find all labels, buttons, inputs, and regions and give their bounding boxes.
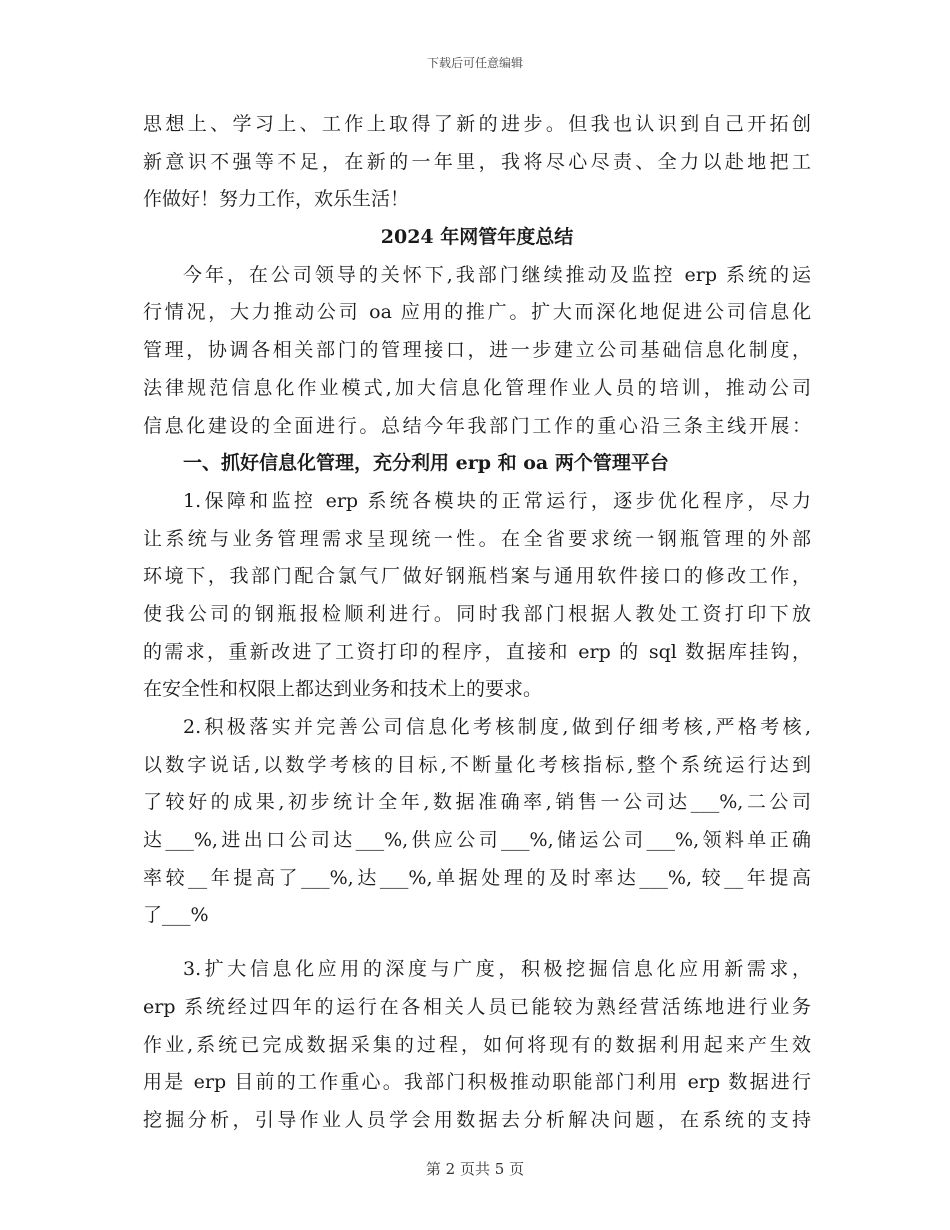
item2-line: 率较__年提高了___%,达___%,单据处理的及时率达___%, 较__年提高 — [143, 866, 811, 889]
section-heading: 一、抓好信息化管理，充分利用 erp 和 oa 两个管理平台 — [183, 452, 669, 475]
page-footer: 第 2 页共 5 页 — [425, 1160, 525, 1178]
item3-line: erp 系统经过四年的运行在各相关人员已能较为熟经营活练地进行业务 — [143, 995, 811, 1018]
paragraph-line: 信息化建设的全面进行。总结今年我部门工作的重心沿三条主线开展： — [143, 414, 811, 437]
paragraph-gap — [143, 935, 811, 951]
item1-line: 让系统与业务管理需求呈现统一性。在全省要求统一钢瓶管理的外部 — [143, 527, 811, 550]
item3-line: 3.扩大信息化应用的深度与广度，积极挖掘信息化应用新需求， — [183, 958, 811, 981]
paragraph-line: 管理，协调各相关部门的管理接口，进一步建立公司基础信息化制度， — [143, 339, 811, 362]
document-title: 2024 年网管年度总结 — [380, 226, 574, 249]
item3-line: 用是 erp 目前的工作重心。我部门积极推动职能部门利用 erp 数据进行 — [143, 1071, 811, 1094]
intro-line: 思想上、学习上、工作上取得了新的进步。但我也认识到自己开拓创 — [143, 113, 811, 135]
item2-line: 以数字说话,以数学考核的目标,不断量化考核指标,整个系统运行达到 — [143, 753, 811, 776]
item2-line: 了较好的成果,初步统计全年,数据准确率,销售一公司达___%,二公司 — [143, 791, 811, 814]
item2-line: 2.积极落实并完善公司信息化考核制度,做到仔细考核,严格考核, — [183, 716, 811, 738]
item3-line: 挖掘分析，引导作业人员学会用数据去分析解决问题，在系统的支持 — [143, 1108, 811, 1131]
item1-line: 的需求，重新改进了工资打印的程序，直接和 erp 的 sql 数据库挂钩， — [143, 640, 811, 663]
page-header: 下载后可任意编辑 — [426, 56, 523, 70]
item2-line: 了___% — [143, 904, 209, 927]
document-body — [143, 106, 811, 1140]
item3-line: 作业,系统已完成数据采集的过程，如何将现有的数据利用起来产生效 — [143, 1033, 811, 1056]
item1-line: 在安全性和权限上都达到业务和技术上的要求。 — [143, 678, 543, 701]
item1-line: 环境下，我部门配合氯气厂做好钢瓶档案与通用软件接口的修改工作， — [143, 565, 811, 588]
intro-line: 新意识不强等不足，在新的一年里，我将尽心尽责、全力以赴地把工 — [143, 150, 811, 173]
paragraph-line: 法律规范信息化作业模式,加大信息化管理作业人员的培训，推动公司 — [143, 376, 811, 399]
item2-line: 达___%,进出口公司达___%,供应公司___%,储运公司___%,领料单正确 — [143, 829, 811, 852]
paragraph-line: 行情况，大力推动公司 oa 应用的推广。扩大而深化地促进公司信息化 — [143, 301, 811, 324]
paragraph-line: 今年，在公司领导的关怀下,我部门继续推动及监控 erp 系统的运 — [183, 263, 811, 286]
intro-line: 作做好！努力工作，欢乐生活！ — [143, 188, 410, 211]
item1-line: 使我公司的钢瓶报检顺利进行。同时我部门根据人教处工资打印下放 — [143, 602, 811, 625]
item1-line: 1.保障和监控 erp 系统各模块的正常运行，逐步优化程序，尽力 — [183, 489, 811, 512]
